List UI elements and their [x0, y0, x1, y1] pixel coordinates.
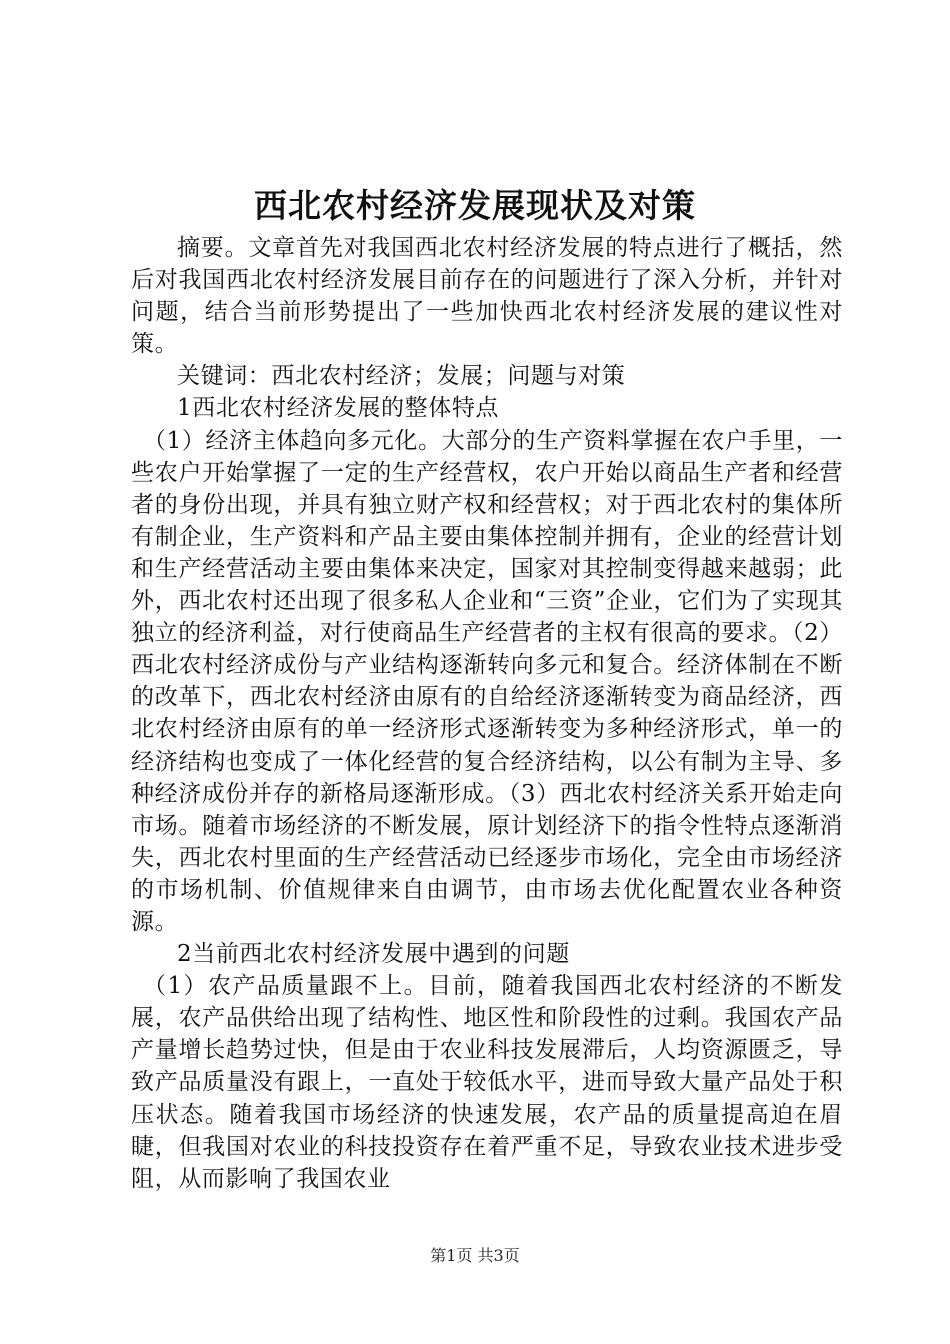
document-body	[131, 232, 843, 1195]
section-1-body: （1）经济主体趋向多元化。大部分的生产资料掌握在农户手里，一些农户开始掌握了一定的生产经营权，农户开始以商品生产者和经营者的身份出现，并具有独立财产权和经营权；对于西北农村的集体所有制企业，生产资料和产品主要由集体控制并拥有，企业的经营计划和生产经营活动主要由集体来决定，国家对其控制变得越来越弱；此外，西北农村还出现了很多私人企业和“三资”企业，它们为了实现其独立的经济利益，对行使商品生产经营者的主权有很高的要求。（2）西北农村经济成份与产业结构逐渐转向多元和复合。经济体制在不断的改革下，西北农村经济由原有的自给经济逐渐转变为商品经济，西北农村经济由原有的单一经济形式逐渐转变为多种经济形式，单一的经济结构也变成了一体化经营的复合经济结构，以公有制为主导、多种经济成份并存的新格局逐渐形成。（3）西北农村经济关系开始走向市场。随着市场经济的不断发展，原计划经济下的指令性特点逐渐消失，西北农村里面的生产经营活动已经逐步市场化，完全由市场经济的市场机制、价值规律来自由调节，由市场去优化配置农业各种资源。	[131, 427, 843, 935]
section-2-body: （1）农产品质量跟不上。目前，随着我国西北农村经济的不断发展，农产品供给出现了结构性、地区性和阶段性的过剩。我国农产品产量增长趋势过快，但是由于农业科技发展滞后，人均资源匮乏，导致产品质量没有跟上，一直处于较低水平，进而导致大量产品处于积压状态。随着我国市场经济的快速发展，农产品的质量提高迫在眉睫，但我国对农业的科技投资存在着严重不足，导致农业技术进步受阻，从而影响了我国农业	[131, 973, 843, 1192]
document-title: 西北农村经济发展现状及对策	[254, 186, 696, 225]
keywords-paragraph: 关键词：西北农村经济；发展；问题与对策	[177, 363, 626, 390]
section-1-heading: 1西北农村经济发展的整体特点	[177, 395, 500, 422]
abstract-paragraph: 摘要。文章首先对我国西北农村经济发展的特点进行了概括，然后对我国西北农村经济发展目前存在的问题进行了深入分析，并针对问题，结合当前形势提出了一些加快西北农村经济发展的建议性对策。	[131, 235, 843, 358]
section-2-heading: 2当前西北农村经济发展中遇到的问题	[177, 941, 570, 968]
page-footer: 第1页 共3页	[430, 1246, 520, 1265]
